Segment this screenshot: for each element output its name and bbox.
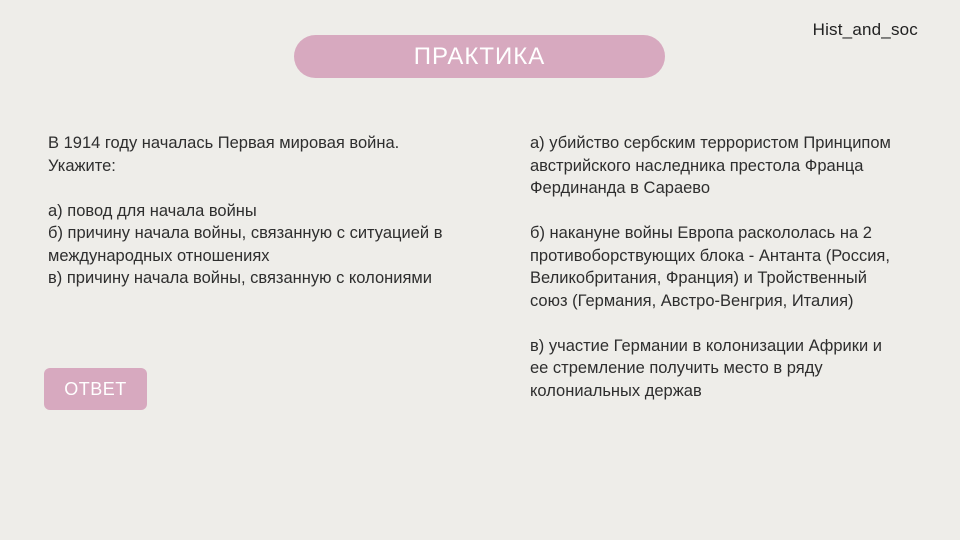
spacer bbox=[48, 177, 448, 200]
brand-label: Hist_and_soc bbox=[812, 20, 918, 39]
question-item-c: в) причину начала войны, связанную с колониями bbox=[48, 269, 432, 287]
answers-block bbox=[530, 132, 900, 425]
answer-item-c: в) участие Германии в колонизации Африки и ее стремление получить место в ряду колониальных держав bbox=[530, 336, 882, 400]
page-title: ПРАКТИКА bbox=[294, 35, 665, 78]
question-block bbox=[48, 132, 448, 290]
question-item-b: б) причину начала войны, связанную с ситуацией в международных отношениях bbox=[48, 224, 443, 265]
question-item-a: а) повод для начала войны bbox=[48, 201, 257, 220]
question-intro: В 1914 году началась Первая мировая война. Укажите: bbox=[48, 134, 400, 175]
answer-item-b: б) накануне войны Европа раскололась на 2 противоборствующих блока - Антанта (Россия, Великобритания, Франция) и Тройственный союз (Германия, Австро-Венгрия, Италия) bbox=[530, 224, 890, 310]
answer-button[interactable]: ОТВЕТ bbox=[44, 368, 147, 410]
answer-item-a: а) убийство сербским террористом Принципом австрийского наследника престола Франца Фердинанда в Сараево bbox=[530, 134, 891, 197]
